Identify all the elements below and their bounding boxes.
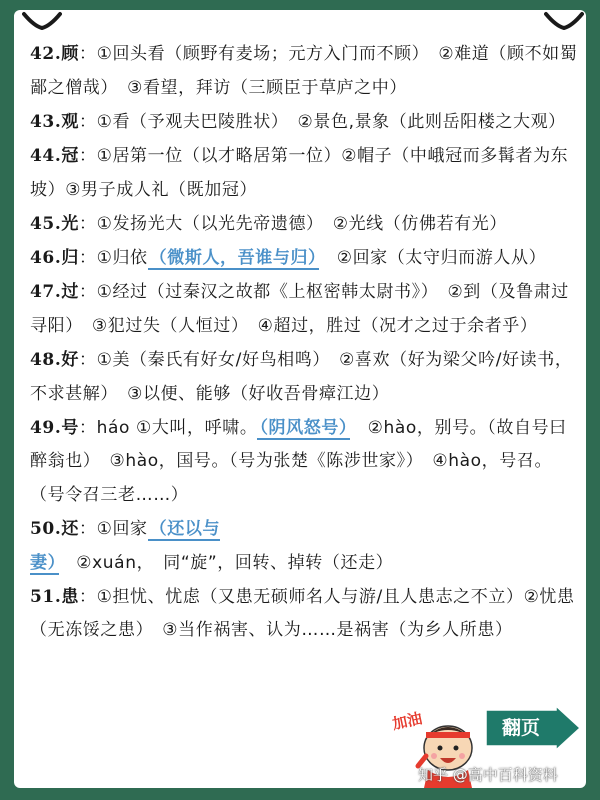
entry-number: 50. — [30, 519, 62, 540]
entry-definition: ：①归依 — [79, 247, 148, 268]
entry-character: 归 — [61, 247, 79, 268]
entry-definition: ：①担忧、忧虑（又患无硕师名人与游/且人患志之不立）②忧患（无冻馁之患） ③当作祸害、认为……是祸害（为乡人所患） — [30, 586, 575, 641]
highlighted-example: （还以与妻） — [30, 519, 221, 573]
entry-definition: ：háo ①大叫，呼啸。 — [79, 417, 258, 438]
vocab-entry — [30, 106, 578, 140]
vocabulary-list — [30, 38, 578, 649]
entry-number: 48. — [30, 349, 62, 370]
entry-definition: ：①美（秦氏有好女/好鸟相鸣） ②喜欢（好为梁父吟/好读书，不求甚解） ③以便、能够（好收吾骨瘴江边） — [30, 349, 573, 404]
content-card — [14, 10, 586, 788]
page-footer — [388, 696, 586, 788]
vocab-entry — [30, 344, 578, 411]
entry-number: 46. — [30, 247, 62, 268]
entry-definition-rest: ②xuán， 同“旋”，回转、掉转（还走） — [58, 552, 394, 573]
binder-clip-left-icon — [22, 10, 62, 40]
vocab-entry — [30, 276, 578, 343]
entry-definition: ：①居第一位（以才略居第一位）②帽子（中峨冠而多髯者为东坡）③男子成人礼（既加冠） — [30, 145, 569, 200]
entry-number: 51. — [30, 586, 62, 607]
highlighted-example: （微斯人，吾谁与归） — [149, 247, 318, 268]
next-page-label: 翻页 — [501, 717, 540, 739]
vocab-entry — [30, 412, 578, 513]
vocab-entry — [30, 242, 578, 276]
entry-number: 44. — [30, 145, 62, 166]
vocab-entry — [30, 513, 578, 580]
entry-character: 冠 — [61, 145, 79, 166]
watermark: 知乎 @高中百科资料 — [418, 766, 558, 784]
entry-definition: ：①看（予观夫巴陵胜状） ②景色,景象（此则岳阳楼之大观） — [79, 111, 566, 132]
vocab-entry — [30, 140, 578, 207]
entry-definition-rest: ②回家（太守归而游人从） — [319, 247, 547, 268]
highlighted-example: （阴风怒号） — [259, 417, 349, 438]
entry-character: 还 — [61, 519, 79, 540]
entry-definition: ：①发扬光大（以光先帝遗德） ②光线（仿佛若有光） — [79, 213, 507, 234]
entry-character: 观 — [61, 111, 79, 132]
entry-number: 42. — [30, 44, 62, 64]
entry-number: 43. — [30, 111, 62, 132]
entry-number: 47. — [30, 282, 62, 303]
binder-clip-right-icon — [544, 10, 584, 40]
entry-definition: ：①经过（过秦汉之故都《上枢密韩太尉书》） ②到（及鲁肃过寻阳） ③犯过失（人恒过） ④超过，胜过（况才之过于余者乎） — [30, 282, 569, 336]
vocab-entry — [30, 208, 578, 242]
mascot-text: 加油 — [390, 709, 424, 734]
entry-character: 好 — [61, 349, 79, 370]
entry-number: 45. — [30, 213, 62, 234]
entry-character: 过 — [61, 282, 79, 303]
entry-character: 顾 — [61, 44, 79, 64]
entry-definition: ：①回家 — [79, 519, 148, 540]
next-page-button[interactable] — [486, 706, 582, 750]
entry-definition: ：①回头看（顾野有麦场；元方入门而不顾） ②难道（顾不如蜀鄙之僧哉） ③看望，拜访（三顾臣于草庐之中） — [30, 44, 578, 98]
vocab-entry — [30, 38, 578, 105]
entry-character: 光 — [61, 213, 79, 234]
entry-number: 49. — [30, 417, 62, 438]
entry-character: 患 — [61, 586, 79, 607]
entry-character: 号 — [61, 417, 79, 438]
entry-definition-rest: ②hào，别号。（故自号曰醉翁也） ③hào，国号。（号为张楚《陈涉世家》） ④hào，号召。（号令召三老……） — [30, 417, 567, 505]
vocab-entry — [30, 581, 578, 648]
